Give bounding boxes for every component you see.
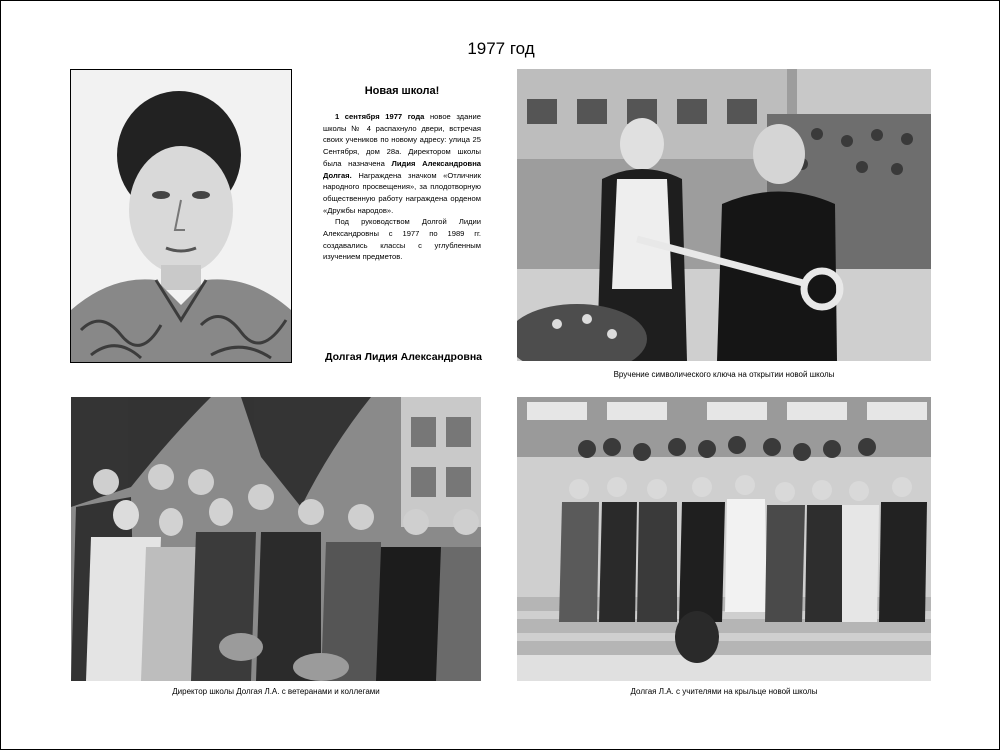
teachers-photo xyxy=(517,397,931,681)
article-text-a: новое здание школы № 4 распахнуло двери, встречая своих учеников по новому адресу: улица 25 Сентября, дом 28а. Директором школы была назначена xyxy=(323,112,481,168)
key-ceremony-photo xyxy=(517,69,931,361)
article xyxy=(323,85,481,263)
veterans-caption: Директор школы Долгая Л.А. с ветеранами и коллегами xyxy=(172,687,380,696)
teachers-caption: Долгая Л.А. с учителями на крыльце новой школы xyxy=(630,687,818,696)
article-heading: Новая школа! xyxy=(364,85,440,97)
article-paragraph-1 xyxy=(323,111,481,216)
article-paragraph-2: Под руководством Долгой Лидии Александровны с 1977 по 1989 гг. создавались классы с углубленным изучением предметов. xyxy=(323,217,481,262)
veterans-photo xyxy=(71,397,481,681)
article-date: 1 сентября 1977 года xyxy=(335,112,425,121)
portrait-caption: Долгая Лидия Александровна xyxy=(324,351,483,363)
key-ceremony-caption: Вручение символического ключа на открытии новой школы xyxy=(613,370,835,379)
page-title: 1977 год xyxy=(467,39,535,58)
portrait-photo xyxy=(70,69,292,363)
article-text-b: Награждена значком «Отличник народного просвещения», за плодотворную общественную работу награждена орденом «Дружбы народов». xyxy=(323,170,481,215)
article-director-name: Лидия Александровна Долгая. xyxy=(323,158,482,180)
